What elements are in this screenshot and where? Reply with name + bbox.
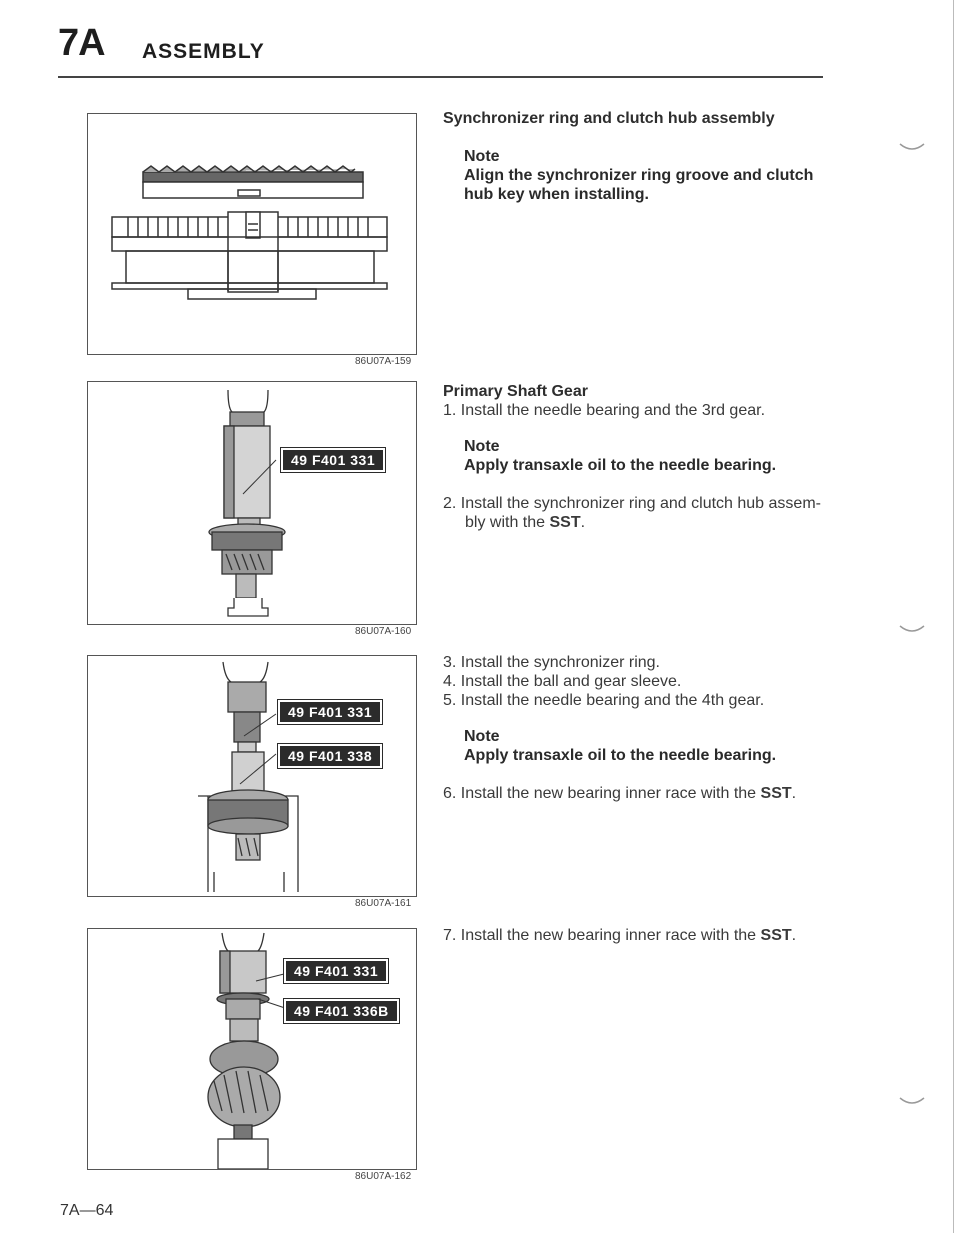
figure-primary-shaft-sst-3	[87, 928, 417, 1170]
sst-label: 49 F401 331	[281, 448, 385, 472]
note-label: Note	[464, 148, 500, 165]
primary-shaft-heading: Primary Shaft Gear	[443, 383, 588, 400]
note-text: hub key when installing.	[464, 186, 649, 203]
figure-primary-shaft-sst	[87, 381, 417, 625]
step-5: 5. Install the needle bearing and the 4th gear.	[443, 692, 765, 709]
figure-id: 86U07A-160	[355, 626, 412, 637]
figure-id: 86U07A-162	[355, 1171, 412, 1182]
sst-label: 49 F401 336B	[284, 999, 399, 1023]
note-text: Apply transaxle oil to the needle bearing.	[464, 457, 777, 474]
figure-sync-ring-diagram	[87, 113, 417, 355]
figure-id: 86U07A-159	[355, 356, 412, 367]
figure-id: 86U07A-161	[355, 898, 412, 909]
note-label: Note	[464, 728, 500, 745]
scan-edge-line	[953, 0, 954, 1233]
sst-label: 49 F401 331	[284, 959, 388, 983]
step-4: 4. Install the ball and gear sleeve.	[443, 673, 682, 690]
step-7: 7. Install the new bearing inner race with the SST.	[443, 927, 797, 944]
sst-label: 49 F401 331	[278, 700, 382, 724]
step-2-cont: bly with the SST.	[465, 514, 586, 531]
note-text: Align the synchronizer ring groove and clutch	[464, 167, 814, 184]
step-text: 6. Install the new bearing inner race with the	[443, 785, 757, 802]
header-rule	[58, 76, 823, 78]
margin-mark	[898, 1094, 928, 1110]
margin-mark	[898, 140, 928, 156]
step-6: 6. Install the new bearing inner race with the SST.	[443, 785, 797, 802]
page-number: 7A—64	[60, 1202, 114, 1219]
shaft-press-illustration	[88, 656, 416, 896]
sst-ref: SST	[760, 927, 792, 944]
section-number: 7A	[58, 22, 105, 64]
shaft-press-illustration	[88, 382, 416, 624]
step-3: 3. Install the synchronizer ring.	[443, 654, 660, 671]
sst-label: 49 F401 338	[278, 744, 382, 768]
step-text: bly with the	[465, 514, 546, 531]
sst-ref: SST	[760, 785, 792, 802]
sync-heading: Synchronizer ring and clutch hub assembly	[443, 110, 775, 127]
section-title: ASSEMBLY	[142, 40, 265, 63]
step-2: 2. Install the synchronizer ring and clutch hub assem-	[443, 495, 821, 512]
sst-ref: SST	[549, 514, 581, 531]
sync-ring-illustration	[88, 114, 416, 354]
note-label: Note	[464, 438, 500, 455]
note-text: Apply transaxle oil to the needle bearing.	[464, 747, 777, 764]
step-1: 1. Install the needle bearing and the 3rd gear.	[443, 402, 766, 419]
margin-mark	[898, 622, 928, 638]
figure-primary-shaft-sst-2	[87, 655, 417, 897]
step-text: 7. Install the new bearing inner race with the	[443, 927, 757, 944]
